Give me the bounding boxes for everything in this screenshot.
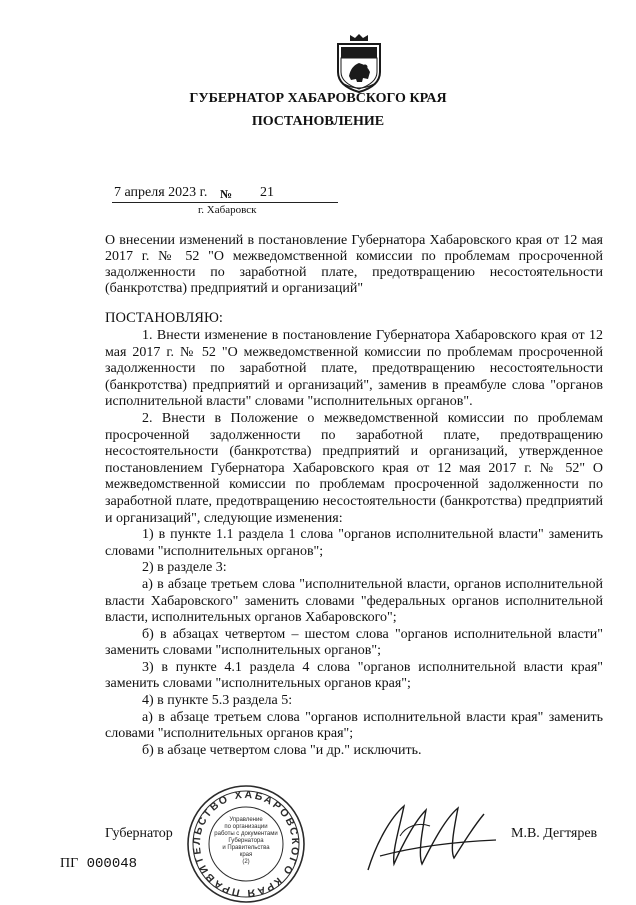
document-code (60, 856, 137, 872)
paragraph: б) в абзаце четвертом слова "и др." исключить. (142, 742, 422, 758)
svg-text:(2): (2) (242, 859, 250, 865)
document-subject: О внесении изменений в постановление Губернатора Хабаровского края от 12 мая 2017 г. № 52 "О межведомственной комиссии по проблемам просроченной задолженности по заработной плате, предотвращению несостоятельности (банкротства) предприятий и организаций" (105, 233, 603, 296)
issuer-title: ГУБЕРНАТОР ХАБАРОВСКОГО КРАЯ (189, 91, 447, 106)
paragraph: 1) в пункте 1.1 раздела 1 слова "органов исполнительной власти" заменить словами "исполнительных органов"; (105, 527, 603, 559)
paragraph: 1. Внести изменение в постановление Губернатора Хабаровского края от 12 мая 2017 г. № 52 "О межведомственной комиссии по проблемам просроченной задолженности по заработной плате, предотвращению несостоятельности (банкротства) предприятий и организаций", заменив в преамбуле слова "органов исполнительной власти" словами "исполнительных органов". (105, 328, 603, 410)
paragraph: 2. Внести в Положение о межведомственной комиссии по проблемам просроченной задолженности по заработной плате, предотвращению несостоятельности (банкротства) предприятий и организаций, утвержденное постановлением Губернатора Хабаровского края от 12 мая 2017 г. № 52" О межведомственной комиссии по проблемам просроченной задолженности по заработной плате, предотвращению несостоятельности (банкротства) предприятий и организаций", следующие изменения: (105, 410, 603, 526)
document-number: 21 (260, 185, 274, 200)
document-type: ПОСТАНОВЛЕНИЕ (251, 114, 385, 129)
paragraph: 2) в разделе 3: (142, 560, 227, 576)
svg-text:Губернатора: Губернатора (228, 838, 264, 844)
signatory-name: М.В. Дегтярев (511, 826, 598, 841)
paragraph: а) в абзаце третьем слова "исполнительной власти, органов исполнительной власти Хабаровского" заменить словами "федеральных органов исполнительной власти, исполнительных органов Хабаровского"; (105, 576, 603, 626)
city-name: г. Хабаровск (198, 204, 257, 216)
document-date: 7 апреля 2023 г. (114, 185, 208, 200)
svg-text:по организации: по организации (224, 824, 268, 830)
paragraph: 4) в пункте 5.3 раздела 5: (142, 693, 293, 709)
paragraph: а) в абзаце третьем слова "органов исполнительной власти края" заменить словами "исполнительных органов края"; (105, 709, 603, 742)
svg-text:ПРАВИТЕЛЬСТВО ХАБАРОВСКОГО КРА: ПРАВИТЕЛЬСТВО ХАБАРОВСКОГО КРАЯ (190, 788, 302, 900)
date-underline (112, 202, 338, 203)
svg-text:работы с документами: работы с документами (214, 831, 278, 837)
document-body (105, 328, 603, 759)
svg-text:Управление: Управление (229, 817, 263, 823)
resolve-heading: ПОСТАНОВЛЯЮ: (105, 310, 223, 326)
signatory-position: Губернатор (105, 826, 173, 841)
svg-text:края: края (239, 852, 253, 858)
coat-of-arms-emblem (332, 32, 386, 94)
svg-text:и Правительства: и Правительства (222, 845, 270, 851)
document-code-prefix: ПГ (60, 856, 79, 871)
document-code-number: 000048 (86, 856, 138, 872)
paragraph: 3) в пункте 4.1 раздела 4 слова "органов исполнительной власти края" заменить словами "исполнительных органов края"; (105, 659, 603, 692)
number-sign: № (220, 187, 233, 201)
official-stamp (176, 783, 316, 905)
paragraph: б) в абзацах четвертом – шестом слова "органов исполнительной власти" заменить словами "исполнительных органов"; (105, 626, 603, 659)
handwritten-signature (360, 796, 500, 876)
